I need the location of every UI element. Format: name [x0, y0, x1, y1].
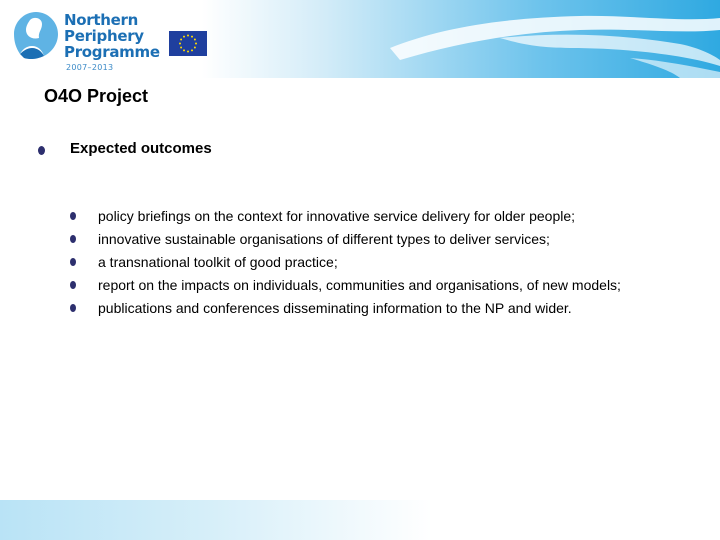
logo-line-2: Periphery [64, 27, 144, 45]
coastline-graphic [380, 8, 720, 78]
list-item-text: report on the impacts on individuals, communities and organisations, of new models; [98, 277, 621, 293]
northern-periphery-logo [12, 8, 160, 72]
bullet-icon [70, 304, 76, 312]
list-item [68, 231, 708, 247]
logo-wordmark [64, 12, 160, 60]
slide-title: O4O Project [44, 86, 149, 106]
bullet-icon [70, 258, 76, 266]
list-item-text: publications and conferences disseminating information to the NP and wider. [98, 300, 572, 316]
list-item [68, 277, 708, 293]
level1-text: Expected outcomes [70, 140, 212, 157]
programme-logo-icon [12, 10, 60, 60]
bullet-icon [70, 212, 76, 220]
logo-years: 2007–2013 [66, 63, 114, 72]
eu-flag-icon [169, 31, 207, 56]
list-item-text: policy briefings on the context for innovative service delivery for older people; [98, 208, 576, 224]
logo-line-3: Programme [64, 43, 160, 61]
bullet-icon [70, 281, 76, 289]
bullet-icon [38, 146, 45, 155]
outcomes-list [68, 208, 708, 323]
list-item-text: innovative sustainable organisations of different types to deliver services; [98, 231, 550, 247]
list-item [68, 300, 708, 316]
list-item [68, 254, 708, 270]
footer-band [0, 500, 720, 540]
header-banner [0, 0, 720, 78]
bullet-icon [70, 235, 76, 243]
logo-line-1: Northern [64, 11, 138, 29]
list-item-text: a transnational toolkit of good practice; [98, 254, 338, 270]
list-item [68, 208, 708, 224]
